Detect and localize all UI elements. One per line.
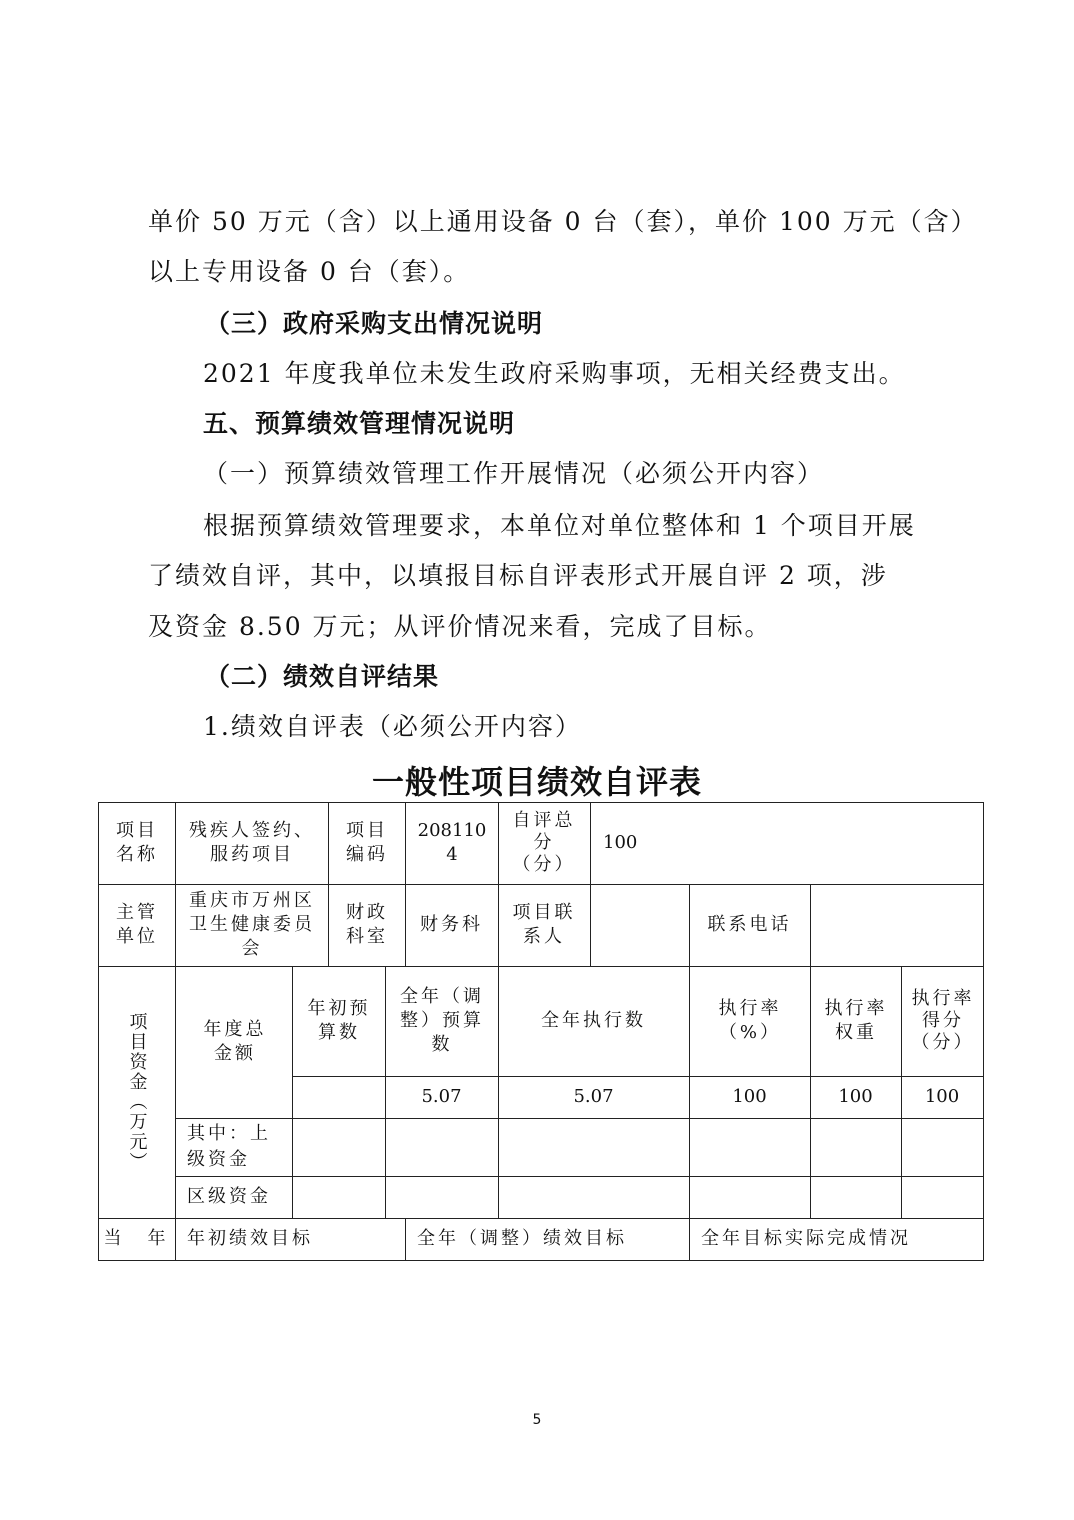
project-code-label: 项目编码 bbox=[346, 820, 388, 865]
project-name-value: 残疾人签约、服药项目 bbox=[189, 820, 315, 865]
project-name-label: 项目名称 bbox=[116, 820, 158, 865]
adjusted-budget-header: 全年（调整）预算数 bbox=[400, 986, 484, 1055]
self-score-label: 自评总分（分） bbox=[512, 810, 576, 875]
phone-value bbox=[810, 884, 983, 966]
self-score-value: 100 bbox=[603, 832, 638, 853]
subsection-heading: （一）预算绩效管理工作开展情况（必须公开内容） bbox=[203, 459, 825, 488]
dept-label: 主管单位 bbox=[116, 902, 158, 947]
exec-rate-header: 执行率（%） bbox=[718, 998, 782, 1043]
project-funds-label: 项目资金（万元） bbox=[126, 1012, 148, 1172]
initial-budget-header: 年初预算数 bbox=[307, 998, 371, 1043]
district-funds-label: 区级资金 bbox=[187, 1186, 271, 1207]
executed-header: 全年执行数 bbox=[541, 1010, 646, 1031]
superior-funds-label: 其中：上级资金 bbox=[187, 1123, 271, 1170]
paragraph-line: 1.绩效自评表（必须公开内容） bbox=[203, 712, 582, 741]
adjusted-goal-label: 全年（调整）绩效目标 bbox=[417, 1228, 627, 1249]
paragraph-line: 根据预算绩效管理要求，本单位对单位整体和 1 个项目开展 bbox=[203, 511, 916, 540]
annual-total-header: 年度总金额 bbox=[203, 1019, 267, 1064]
dept-value: 重庆市万州区卫生健康委员会 bbox=[189, 890, 315, 959]
contact-person-label: 项目联系人 bbox=[512, 902, 576, 947]
paragraph-line: 及资金 8.50 万元；从评价情况来看，完成了目标。 bbox=[148, 612, 772, 641]
project-code-value: 2081104 bbox=[417, 820, 487, 865]
phone-label: 联系电话 bbox=[707, 914, 792, 935]
table-title: 一般性项目绩效自评表 bbox=[371, 763, 702, 801]
exec-weight-header: 执行率权重 bbox=[824, 998, 888, 1043]
exec-weight-value: 100 bbox=[838, 1086, 873, 1107]
exec-rate-value: 100 bbox=[732, 1086, 767, 1107]
finance-office-value: 财务科 bbox=[420, 914, 483, 935]
section-heading: （二）绩效自评结果 bbox=[205, 662, 440, 691]
paragraph-line: 以上专用设备 0 台（套）。 bbox=[148, 257, 471, 286]
current-year-label: 当 年 bbox=[103, 1228, 170, 1249]
finance-office-label: 财政科室 bbox=[346, 902, 388, 947]
adjusted-budget-value: 5.07 bbox=[421, 1086, 462, 1107]
paragraph-line: 2021 年度我单位未发生政府采购事项，无相关经费支出。 bbox=[203, 359, 906, 388]
paragraph-line: 了绩效自评，其中，以填报目标自评表形式开展自评 2 项，涉 bbox=[148, 561, 888, 590]
section-heading: 五、预算绩效管理情况说明 bbox=[203, 409, 516, 438]
actual-completion-label: 全年目标实际完成情况 bbox=[701, 1228, 911, 1249]
section-heading: （三）政府采购支出情况说明 bbox=[205, 309, 544, 338]
page-number: 5 bbox=[532, 1412, 542, 1428]
initial-goal-label: 年初绩效目标 bbox=[187, 1228, 313, 1249]
executed-value: 5.07 bbox=[573, 1086, 614, 1107]
exec-score-header: 执行率得分（分） bbox=[911, 988, 975, 1053]
contact-person-value bbox=[590, 884, 689, 966]
paragraph-line: 单价 50 万元（含）以上通用设备 0 台（套），单价 100 万元（含） bbox=[148, 207, 978, 236]
initial-budget-value bbox=[292, 1076, 385, 1118]
exec-score-value: 100 bbox=[924, 1086, 960, 1107]
